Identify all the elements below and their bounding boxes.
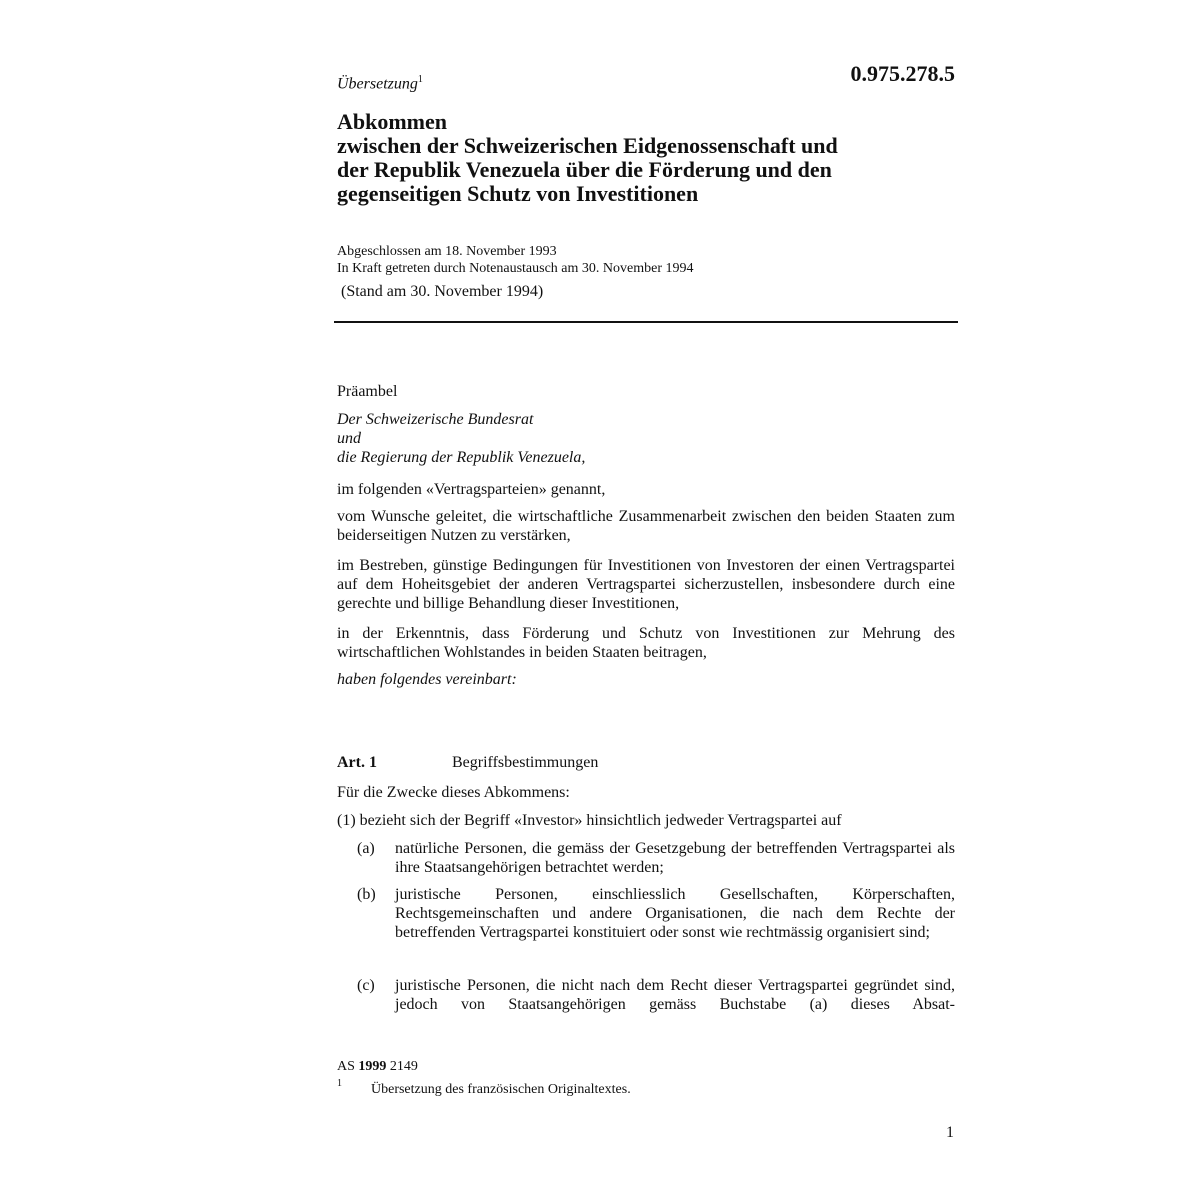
- concluded-date: Abgeschlossen am 18. November 1993: [337, 244, 557, 259]
- preamble-heading: Präambel: [337, 383, 398, 400]
- in-force-date: In Kraft getreten durch Notenaustausch am 30. November 1994: [337, 261, 694, 276]
- footnote-number: 1: [337, 1078, 342, 1089]
- subitem-letter: (c): [357, 977, 375, 994]
- preamble-agreement: haben folgendes vereinbart:: [337, 671, 517, 688]
- title-line: Abkommen: [337, 109, 448, 134]
- subitem-text: juristische Personen, die nicht nach dem Recht dieser Vertragspartei gegründet sind, jedoch von Staatsangehörigen gemäss Buchstabe (a) dieses Absat-: [395, 977, 955, 1013]
- footnote-ref[interactable]: 1: [417, 74, 423, 85]
- subitem-letter: (b): [357, 886, 376, 903]
- article-title: Begriffsbestimmungen: [452, 754, 599, 771]
- preamble-paragraph: im Bestreben, günstige Bedingungen für Investitionen von Investoren der einen Vertragspartei auf dem Hoheitsgebiet der anderen Vertragspartei sicherzustellen, insbesondere durch eine gerechte und billige Behandlung dieser Investitionen,: [337, 557, 955, 612]
- article-subitem: [357, 839, 955, 877]
- party-2: die Regierung der Republik Venezuela,: [337, 449, 586, 466]
- article-number: Art. 1: [337, 754, 377, 771]
- preamble-paragraph: vom Wunsche geleitet, die wirtschaftliche Zusammenarbeit zwischen den beiden Staaten zum beiderseitigen Nutzen zu verstärken,: [337, 508, 955, 544]
- conclusion-info: [337, 243, 694, 277]
- horizontal-rule: [334, 321, 958, 323]
- article-intro: Für die Zwecke dieses Abkommens:: [337, 784, 570, 801]
- footnote-text: Übersetzung des französischen Originaltextes.: [371, 1082, 631, 1097]
- document-title: [337, 110, 917, 206]
- title-line: zwischen der Schweizerischen Eidgenossenschaft und: [337, 133, 838, 158]
- official-collection-ref: AS 1999 2149: [337, 1059, 418, 1074]
- preamble-paragraph: im folgenden «Vertragsparteien» genannt,: [337, 481, 606, 498]
- preamble-paragraph: in der Erkenntnis, dass Förderung und Schutz von Investitionen zur Mehrung des wirtschaftlichen Wohlstandes in beiden Staaten beitragen,: [337, 625, 955, 661]
- subitem-text: natürliche Personen, die gemäss der Gesetzgebung der betreffenden Vertragspartei als ihre Staatsangehörigen betrachtet werden;: [395, 840, 955, 876]
- contracting-parties: [337, 410, 955, 467]
- translation-label: Übersetzung$^1$: [337, 74, 423, 93]
- article-subitem: [357, 976, 955, 1014]
- status-date: (Stand am 30. November 1994): [341, 283, 544, 300]
- party-1: Der Schweizerische Bundesrat: [337, 411, 534, 428]
- sr-number: 0.975.278.5: [850, 61, 955, 86]
- article-item: (1) bezieht sich der Begriff «Investor» hinsichtlich jedweder Vertragspartei auf: [337, 812, 842, 829]
- article-subitem: [357, 885, 955, 942]
- title-line: der Republik Venezuela über die Förderung und den: [337, 157, 832, 182]
- subitem-letter: (a): [357, 840, 375, 857]
- subitem-text: juristische Personen, einschliesslich Gesellschaften, Körperschaften, Rechtsgemeinschaften und andere Organisationen, die nach dem Rechte der betreffenden Vertragspartei konstituiert oder sonst wie rechtmässig organisiert sind;: [395, 886, 955, 941]
- party-conjunction: und: [337, 430, 361, 447]
- page-number: 1: [946, 1124, 954, 1141]
- title-line: gegenseitigen Schutz von Investitionen: [337, 181, 699, 206]
